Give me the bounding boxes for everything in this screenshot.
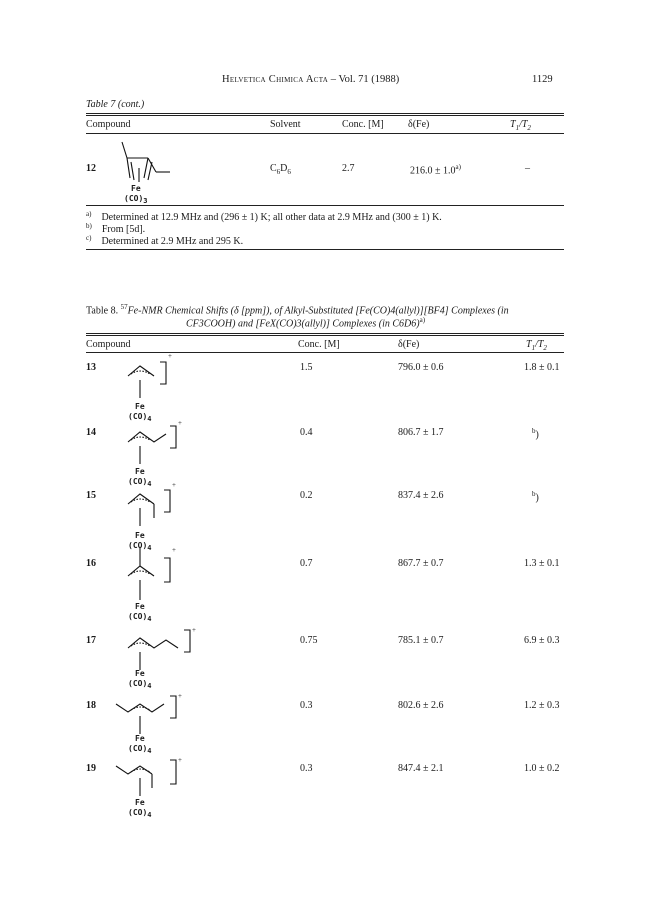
co-ligand-label bbox=[128, 807, 151, 821]
table8-caption-line2: CF3COOH) and [FeX(CO)3(allyl)] Complexes (in C6D6)$^{a)}$ bbox=[186, 316, 426, 330]
table8-caption-lead: Table 8. bbox=[86, 305, 119, 317]
footnote-text: Determined at 12.9 MHz and (296 ± 1) K; all other data at 2.9 MHz and (300 ± 1) K. bbox=[101, 212, 442, 224]
co-count: 4 bbox=[147, 480, 152, 488]
table7-header-rule bbox=[86, 133, 564, 134]
conc-cell: 0.3 bbox=[300, 763, 313, 774]
charge-sign: + bbox=[172, 481, 176, 489]
compound-number: 13 bbox=[86, 362, 96, 373]
fe-label: Fe bbox=[131, 184, 141, 193]
charge-sign: + bbox=[192, 626, 196, 634]
table7-top-rule-2 bbox=[86, 115, 564, 116]
journal-volume: Vol. 71 (1988) bbox=[338, 74, 400, 85]
charge-sign: + bbox=[172, 546, 176, 554]
co-label: (CO) bbox=[128, 679, 148, 688]
co-count: 3 bbox=[143, 197, 148, 205]
compound-number: 18 bbox=[86, 700, 96, 711]
t1t2-footnote: b bbox=[532, 427, 536, 435]
t1t2-cell: – bbox=[525, 163, 530, 174]
co-count: 4 bbox=[147, 747, 152, 755]
conc-cell: 0.2 bbox=[300, 490, 313, 501]
co-label: (CO) bbox=[128, 612, 148, 621]
table7-col-t1t2: $T_1/T_2$ bbox=[510, 119, 531, 132]
footnote-mark: b bbox=[86, 222, 90, 230]
fe-label: Fe bbox=[135, 602, 145, 611]
conc-cell: 0.75 bbox=[300, 635, 318, 646]
footnote-c: $^{c)}$ Determined at 2.9 MHz and 295 K. bbox=[86, 234, 244, 248]
co-count: 4 bbox=[147, 544, 152, 552]
charge-sign: + bbox=[168, 352, 172, 360]
fe-label: Fe bbox=[135, 467, 145, 476]
table7-top-rule bbox=[86, 113, 564, 114]
t1t2-cell: $^b$) bbox=[532, 490, 539, 504]
footnote-text: Determined at 2.9 MHz and 295 K. bbox=[101, 236, 244, 248]
conc-cell: 0.3 bbox=[300, 700, 313, 711]
t1t2-value: 1.8 ± 0.1 bbox=[524, 362, 560, 373]
shift-cell: 867.7 ± 0.7 bbox=[398, 558, 444, 569]
compound-number: 16 bbox=[86, 558, 96, 569]
co-count: 4 bbox=[147, 811, 152, 819]
compound-number: 14 bbox=[86, 427, 96, 438]
table8-caption-note: a bbox=[419, 316, 423, 324]
shift-cell: 802.6 ± 2.6 bbox=[398, 700, 444, 711]
fe-label: Fe bbox=[135, 531, 145, 540]
compound-13-structure bbox=[126, 354, 186, 404]
t1t2-cell: $^b$) bbox=[532, 427, 539, 441]
footnote-b: $^{b)}$ From [5d]. bbox=[86, 222, 146, 236]
t1t2-cell: 1.0 ± 0.2 bbox=[524, 763, 560, 774]
table7-col-solvent: Solvent bbox=[270, 119, 301, 130]
footnote-mark: c bbox=[86, 234, 90, 242]
journal-name: Helvetica Chimica Acta bbox=[222, 74, 329, 85]
compound-number: 12 bbox=[86, 163, 96, 174]
conc-cell: 0.7 bbox=[300, 558, 313, 569]
fe-label: Fe bbox=[135, 402, 145, 411]
running-header bbox=[222, 74, 399, 85]
header-separator: – bbox=[330, 74, 336, 85]
table8-col-t1t2: $T_1/T_2$ bbox=[526, 339, 547, 352]
table8-caption-line1 bbox=[86, 303, 509, 316]
co-label: (CO) bbox=[128, 477, 148, 486]
compound-14-structure bbox=[126, 420, 186, 470]
shift-cell: 847.4 ± 2.1 bbox=[398, 763, 444, 774]
footnote-a: $^{a)}$ Determined at 12.9 MHz and (296 ± 1) K; all other data at 2.9 MHz and (300 ± 1) K. bbox=[86, 210, 442, 224]
shift-cell: $216.0 \pm 1.0^{a)}$ bbox=[410, 163, 461, 177]
table8-col-conc: Conc. [M] bbox=[298, 339, 340, 350]
shift-footnote: a bbox=[455, 163, 459, 171]
shift-cell: 837.4 ± 2.6 bbox=[398, 490, 444, 501]
co-label: (CO) bbox=[128, 541, 148, 550]
table8-top-rule bbox=[86, 333, 564, 334]
table7-col-compound: Compound bbox=[86, 119, 131, 130]
fe-label: Fe bbox=[135, 734, 145, 743]
fe-label: Fe bbox=[135, 798, 145, 807]
t1t2-footnote: b bbox=[532, 490, 536, 498]
compound-number: 15 bbox=[86, 490, 96, 501]
table8-top-rule-2 bbox=[86, 335, 564, 336]
compound-19-structure bbox=[116, 754, 196, 810]
shift-cell: 806.7 ± 1.7 bbox=[398, 427, 444, 438]
co-label: (CO) bbox=[124, 194, 144, 203]
co-label: (CO) bbox=[128, 744, 148, 753]
t1t2-cell: 6.9 ± 0.3 bbox=[524, 635, 560, 646]
shift-value: 216.0 ± 1.0 bbox=[410, 165, 456, 177]
t1t2-cell: 1.2 ± 0.3 bbox=[524, 700, 560, 711]
table8-col-shift: δ(Fe) bbox=[398, 339, 420, 350]
page-number: 1129 bbox=[532, 74, 553, 85]
co-count: 4 bbox=[147, 682, 152, 690]
conc-cell: 0.4 bbox=[300, 427, 313, 438]
table8-header-rule bbox=[86, 352, 564, 353]
table7-col-conc: Conc. [M] bbox=[342, 119, 384, 130]
solvent-cell: $C_6D_6$ bbox=[270, 163, 291, 176]
table8-col-compound: Compound bbox=[86, 339, 131, 350]
charge-sign: + bbox=[178, 419, 182, 427]
compound-number: 17 bbox=[86, 635, 96, 646]
table8-caption-text: Fe-NMR Chemical Shifts (δ [ppm]), of Alkyl-Substituted [Fe(CO)4(allyl)][BF4] Complexes (in bbox=[127, 305, 509, 317]
charge-sign: + bbox=[178, 756, 182, 764]
compound-15-structure bbox=[126, 482, 186, 532]
charge-sign: + bbox=[178, 692, 182, 700]
table7-caption: Table 7 (cont.) bbox=[86, 99, 145, 110]
co-label: (CO) bbox=[128, 808, 148, 817]
footnote-mark: a bbox=[86, 210, 90, 218]
table8-caption-isotope: 57 bbox=[120, 303, 128, 311]
co-label: (CO) bbox=[128, 412, 148, 421]
t1t2-cell: 1.3 ± 0.1 bbox=[524, 558, 560, 569]
compound-number: 19 bbox=[86, 763, 96, 774]
t1t2-cell bbox=[524, 362, 560, 373]
shift-cell: 796.0 ± 0.6 bbox=[398, 362, 444, 373]
table8-caption-text2: CF3COOH) and [FeX(CO)3(allyl)] Complexes (in C6D6) bbox=[186, 318, 420, 330]
co-ligand-label bbox=[128, 678, 151, 692]
co-ligand-label bbox=[128, 611, 151, 625]
shift-cell: 785.1 ± 0.7 bbox=[398, 635, 444, 646]
conc-cell: 2.7 bbox=[342, 163, 355, 174]
table7-col-shift: δ(Fe) bbox=[408, 119, 430, 130]
co-count: 4 bbox=[147, 415, 152, 423]
fe-label: Fe bbox=[135, 669, 145, 678]
table7-bottom-rule bbox=[86, 249, 564, 250]
compound-18-structure bbox=[116, 692, 196, 742]
co-count: 4 bbox=[147, 615, 152, 623]
footnote-text: From [5d]. bbox=[101, 224, 146, 236]
compound-12-structure bbox=[118, 140, 178, 190]
table7-body-rule bbox=[86, 205, 564, 206]
conc-cell: 1.5 bbox=[300, 362, 313, 373]
